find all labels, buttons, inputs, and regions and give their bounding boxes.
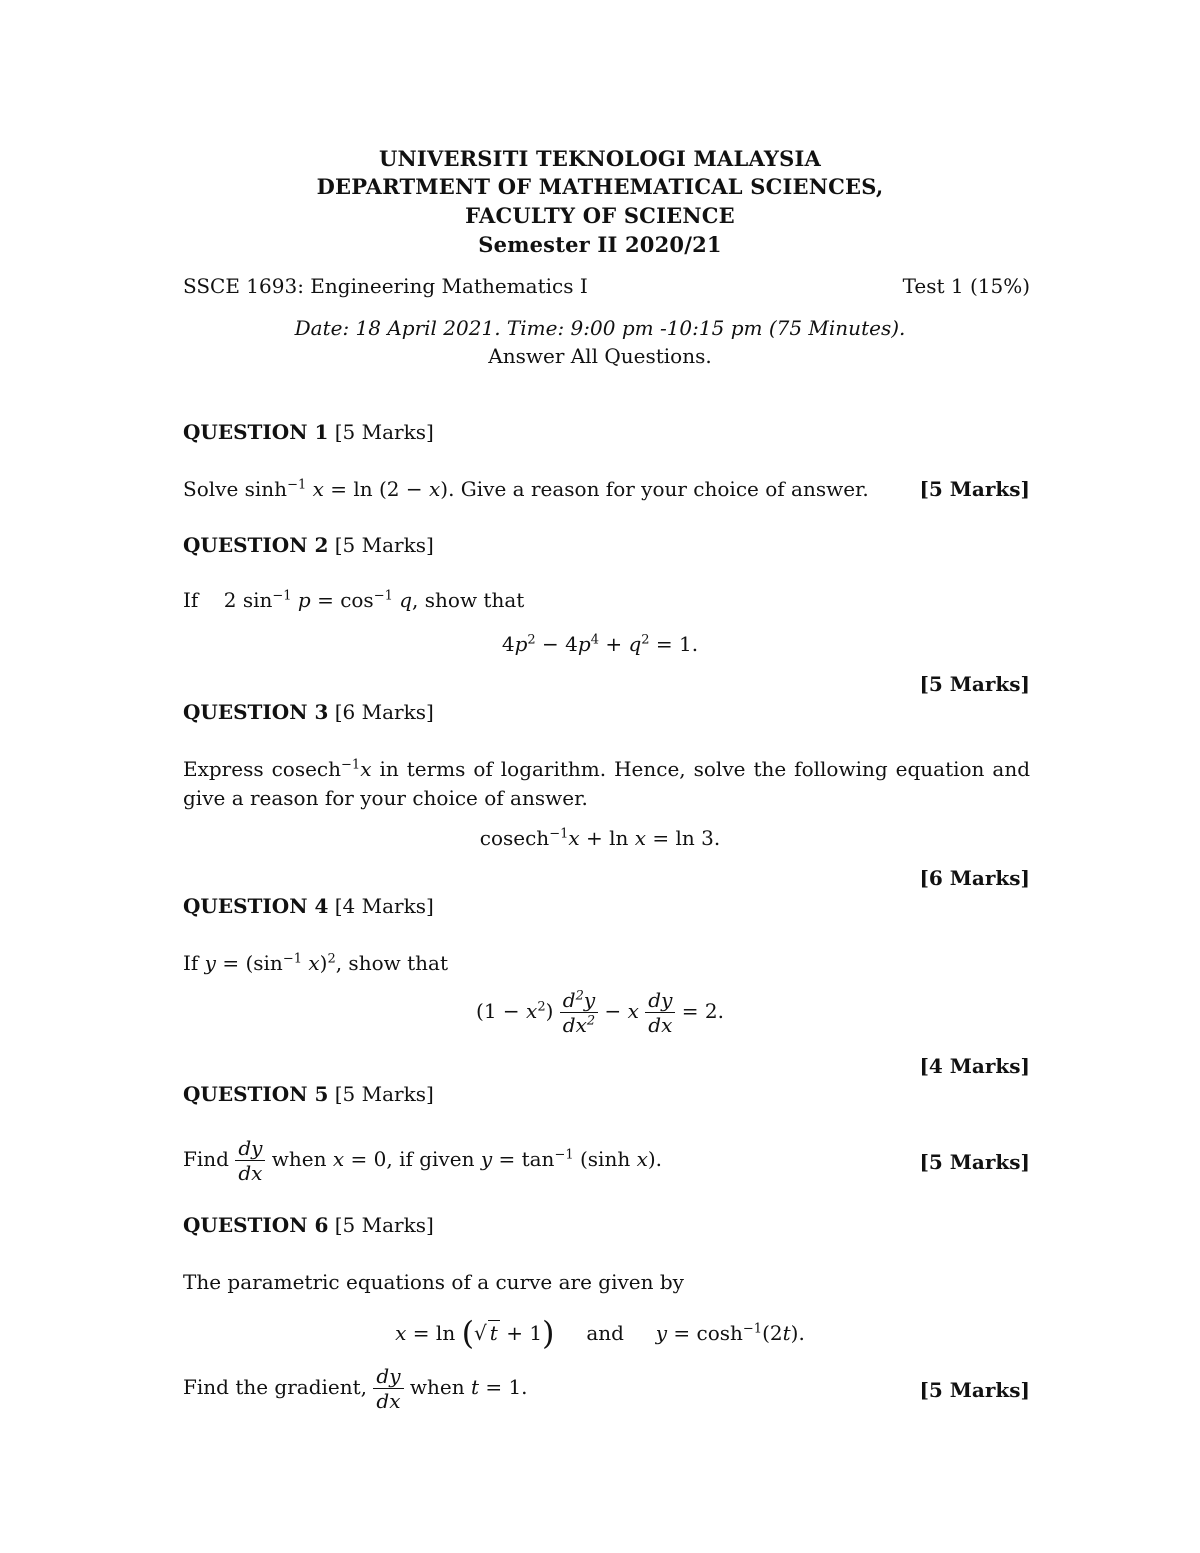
question-label: QUESTION 1	[183, 420, 329, 444]
question-4-heading	[183, 894, 434, 918]
instruction: Answer All Questions.	[488, 344, 712, 368]
derivative-fraction: $\frac{dy}{dx}$	[373, 1364, 403, 1413]
question-2-equation: $4p^2 - 4p^4 + q^2 = 1$.	[501, 632, 699, 656]
question-3-line-2: give a reason for your choice of answer.	[183, 786, 588, 810]
question-label: QUESTION 4	[183, 894, 329, 918]
question-label: QUESTION 2	[183, 533, 329, 557]
faculty-name: FACULTY OF SCIENCE	[465, 203, 735, 228]
question-marks: [5 Marks]	[334, 533, 434, 557]
question-6-equations: x = ln (√ t + 1) and $y = \cosh^{-1}(2t)$.	[395, 1314, 805, 1352]
question-5-body: Find $\frac{dy}{dx}$ when x = 0, if given $y = \tan^{-1} (\sinh$ x).	[183, 1136, 663, 1185]
q4-if: If	[183, 951, 205, 975]
q1-give-reason: . Give a reason for your choice of answer.	[448, 477, 869, 501]
question-2-end-marks: [5 Marks]	[919, 672, 1030, 696]
question-4-body: If $y = (\sin^{-1}$ x)$^2$, show that	[183, 951, 448, 975]
q6-find-gradient: Find the gradient,	[183, 1375, 374, 1399]
question-2-body: If 2 $\sin^{-1} p = \cos^{-1} q$, show that	[183, 588, 525, 612]
question-2-heading	[183, 533, 434, 557]
test-weight: Test 1 (15%)	[902, 274, 1030, 298]
q5-when: when	[265, 1147, 333, 1171]
question-3-line-1: Express cosech$^{-1}$x in terms of logarithm. Hence, solve the following equation and	[183, 757, 1031, 781]
question-5-end-marks: [5 Marks]	[919, 1150, 1030, 1174]
question-1-body: Solve $\sinh^{-1} x = \ln (2 - x)$. Give a reason for your choice of answer.	[183, 477, 869, 501]
question-6-line-1: The parametric equations of a curve are given by	[183, 1270, 684, 1294]
question-label: QUESTION 3	[183, 700, 329, 724]
question-4-end-marks: [4 Marks]	[919, 1054, 1030, 1078]
q6-when: when	[403, 1375, 471, 1399]
second-derivative-fraction: $\frac{d^2y}{dx^2}$	[560, 988, 598, 1037]
question-label: QUESTION 6	[183, 1213, 329, 1237]
q2-if: If	[183, 588, 199, 612]
university-name: UNIVERSITI TEKNOLOGI MALAYSIA	[379, 146, 821, 171]
q3-express: Express cosech	[183, 757, 342, 781]
question-5-heading	[183, 1082, 434, 1106]
question-label: QUESTION 5	[183, 1082, 329, 1106]
first-derivative-fraction: $\frac{dy}{dx}$	[645, 988, 675, 1037]
question-marks: [5 Marks]	[334, 420, 434, 444]
q4-show-that: , show that	[335, 951, 448, 975]
q5-if-given: , if given	[386, 1147, 481, 1171]
date-time-line: Date: 18 April 2021. Time: 9:00 pm -10:15 pm (75 Minutes).	[294, 316, 906, 340]
question-4-equation: $(1 - x^2)$ $\frac{d^2y}{dx^2}$ − x $\frac{dy}{dx}$ = 2.	[476, 988, 724, 1037]
question-1-heading	[183, 420, 434, 444]
q2-show-that: , show that	[412, 588, 525, 612]
question-marks: [4 Marks]	[334, 894, 434, 918]
question-6-line-2: Find the gradient, $\frac{dy}{dx}$ when t = 1.	[183, 1364, 528, 1413]
derivative-fraction: $\frac{dy}{dx}$	[235, 1136, 265, 1185]
question-3-heading	[183, 700, 434, 724]
question-6-end-marks: [5 Marks]	[919, 1378, 1030, 1402]
semester: Semester II 2020/21	[478, 232, 722, 257]
q6-and: and	[586, 1321, 624, 1345]
q3-line1-rest: in terms of logarithm. Hence, solve the following equation and	[371, 757, 1031, 781]
q5-find: Find	[183, 1147, 236, 1171]
question-marks: [5 Marks]	[334, 1213, 434, 1237]
question-3-equation: cosech$^{-1}$x + ln x = ln 3.	[479, 826, 721, 850]
department-name: DEPARTMENT OF MATHEMATICAL SCIENCES,	[316, 174, 884, 199]
question-6-heading	[183, 1213, 434, 1237]
course-title: SSCE 1693: Engineering Mathematics I	[183, 274, 588, 298]
question-1-end-marks: [5 Marks]	[919, 477, 1030, 501]
question-marks: [6 Marks]	[334, 700, 434, 724]
question-marks: [5 Marks]	[334, 1082, 434, 1106]
question-3-end-marks: [6 Marks]	[919, 866, 1030, 890]
